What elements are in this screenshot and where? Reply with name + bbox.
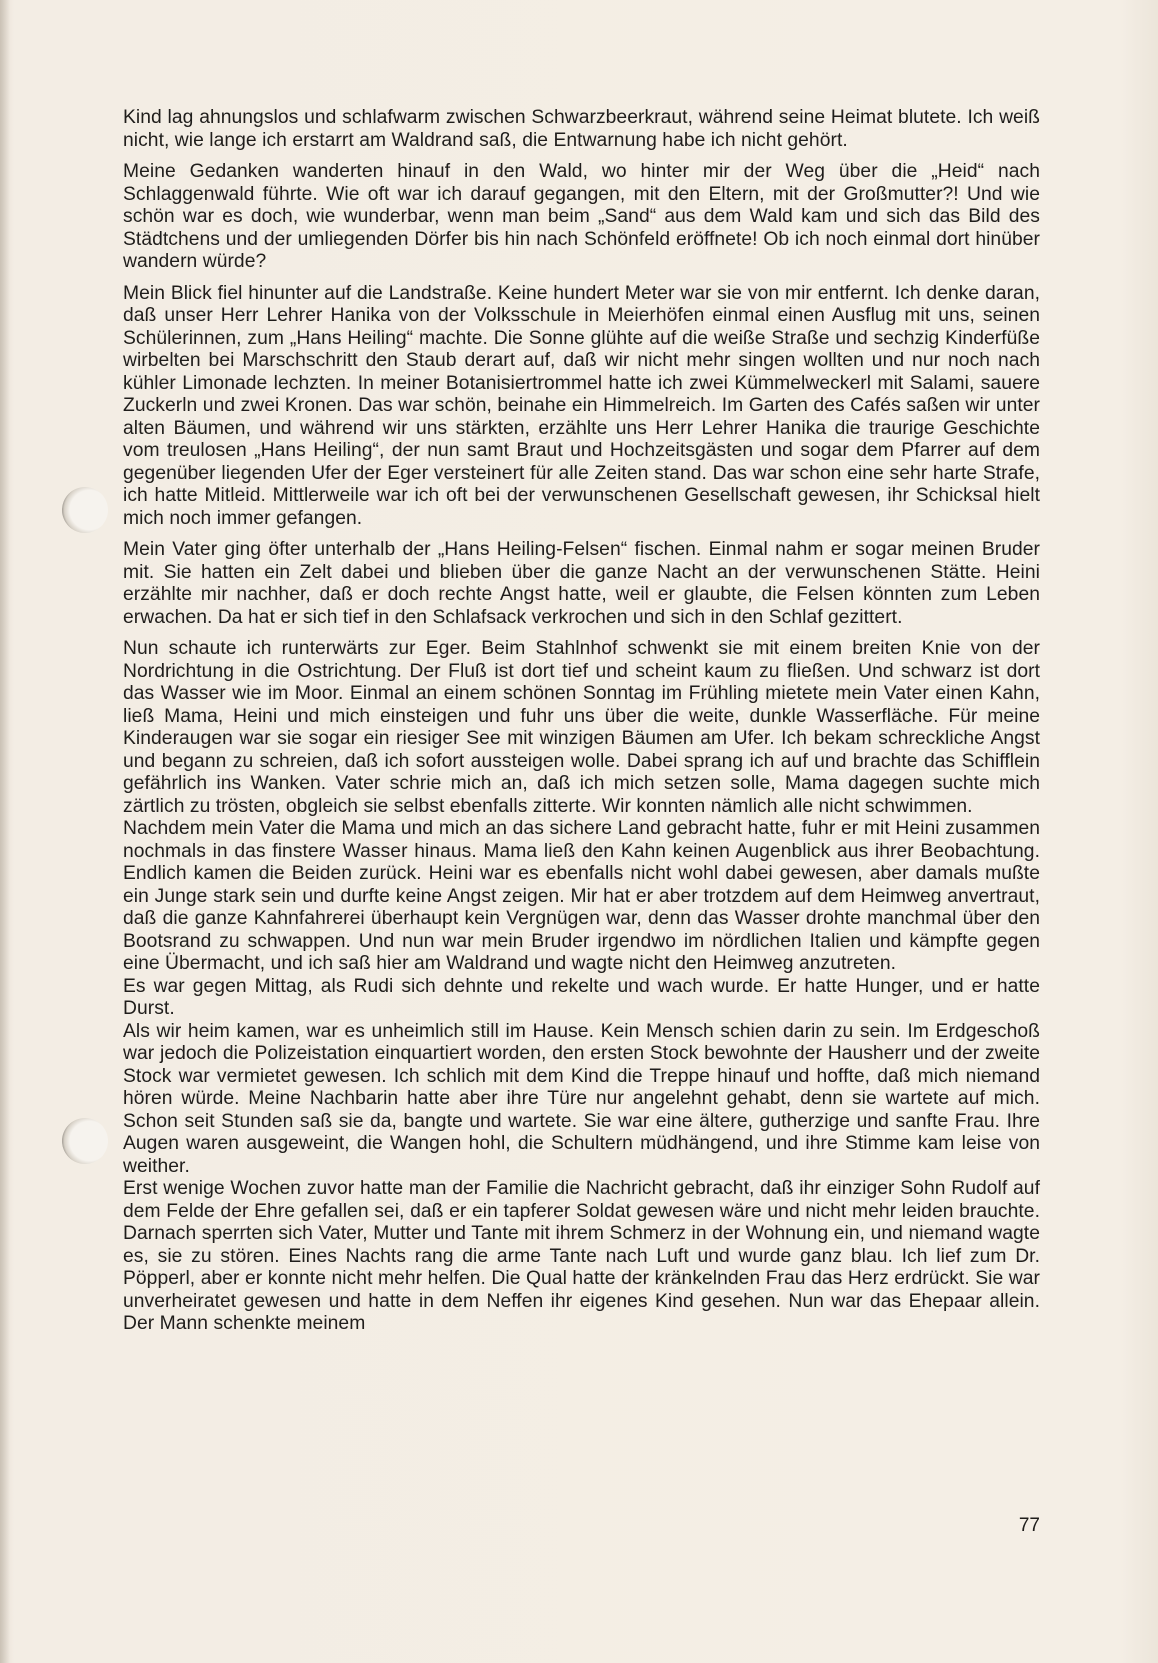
paragraph-3: Mein Blick fiel hinunter auf die Landstraße. Keine hundert Meter war sie von mir entfernt. Ich denke daran, daß unser Herr Lehrer Hanika von der Volksschule in Meierhöfen einmal einen Ausflug mit uns, seinen Schülerinnen, zum „Hans Heiling“ machte. Die Sonne glühte auf die weiße Straße und sechzig Kinderfüße wirbelten bei Marschschritt den Staub derart auf, daß wir nicht mehr singen wollten und nur noch nach kühler Limonade lechzten. In meiner Botanisiertrommel hatte ich zwei Kümmelweckerl mit Salami, sauere Zuckerln und zwei Kronen. Das war schön, beinahe ein Himmelreich. Im Garten des Cafés saßen wir unter alten Bäumen, und während wir uns stärkten, erzählte uns Herr Lehrer Hanika die traurige Geschichte vom treulosen „Hans Heiling“, der nun samt Braut und Hochzeitsgästen und sogar dem Pfarrer auf dem gegenüber liegenden Ufer der Eger versteinert für alle Zeiten stand. Das war schon eine sehr harte Strafe, ich hatte Mitleid. Mittlerweile war ich oft bei der verwunschenen Gesellschaft gewesen, ihr Schicksal hielt mich noch immer gefangen. (123, 282, 1040, 529)
body-text (123, 107, 1040, 1336)
punch-hole (62, 487, 108, 533)
paragraph-6: Nachdem mein Vater die Mama und mich an das sichere Land gebracht hatte, fuhr er mit Heini zusammen nochmals in das finstere Wasser hinaus. Mama ließ den Kahn keinen Augenblick aus ihrer Beobachtung. Endlich kamen die Beiden zurück. Heini war es ebenfalls nicht wohl dabei gewesen, aber damals mußte ein Junge stark sein und durfte keine Angst zeigen. Mir hat er aber trotzdem auf dem Heimweg anvertraut, daß die ganze Kahnfahrerei überhaupt kein Vergnügen war, denn das Wasser drohte manchmal über den Bootsrand zu schwappen. Und nun war mein Bruder irgendwo im nördlichen Italien und kämpfte gegen eine Übermacht, und ich saß hier am Waldrand und wagte nicht den Heimweg anzutreten. (123, 818, 1040, 974)
paragraph-1: Kind lag ahnungslos und schlafwarm zwischen Schwarzbeerkraut, während seine Heimat blutete. Ich weiß nicht, wie lange ich erstarrt am Waldrand saß, die Entwarnung habe ich nicht gehört. (123, 107, 1040, 151)
paragraph-7: Es war gegen Mittag, als Rudi sich dehnte und rekelte und wach wurde. Er hatte Hunger, und er hatte Durst. (123, 975, 1040, 1019)
paragraph-2: Meine Gedanken wanderten hinauf in den Wald, wo hinter mir der Weg über die „Heid“ nach Schlaggenwald führte. Wie oft war ich darauf gegangen, mit den Eltern, mit der Großmutter?! Und wie schön war es doch, wie wunderbar, wenn man beim „Sand“ aus dem Wald kam und sich das Bild des Städtchens und der umliegenden Dörfer bis hin nach Schönfeld eröffnete! Ob ich noch einmal dort hinüber wandern würde? (123, 161, 1040, 272)
paragraph-8: Als wir heim kamen, war es unheimlich still im Hause. Kein Mensch schien darin zu sein. Im Erdgeschoß war jedoch die Polizeistation einquartiert worden, den ersten Stock bewohnte der Hausherr und der zweite Stock war vermietet gewesen. Ich schlich mit dem Kind die Treppe hinauf und hoffte, daß mich niemand hören würde. Meine Nachbarin hatte aber ihre Türe nur angelehnt gehabt, denn sie wartete auf mich. Schon seit Stunden saß sie da, bangte und wartete. Sie war eine ältere, gutherzige und sanfte Frau. Ihre Augen waren ausgeweint, die Wangen hohl, die Schultern müdhängend, und ihre Stimme kam leise von weither. (123, 1020, 1040, 1177)
paragraph-9: Erst wenige Wochen zuvor hatte man der Familie die Nachricht gebracht, daß ihr einziger Sohn Rudolf auf dem Felde der Ehre gefallen sei, daß er ein tapferer Soldat gewesen wäre und nicht mehr leiden brauchte. Darnach sperrten sich Vater, Mutter und Tante mit ihrem Schmerz in der Wohnung ein, und niemand wagte es, sie zu stören. Eines Nachts rang die arme Tante nach Luft und wurde ganz blau. Ich lief zum Dr. Pöpperl, aber er konnte nicht mehr helfen. Die Qual hatte der kränkelnden Frau das Herz erdrückt. Sie war unverheiratet gewesen und hatte in dem Neffen ihr eigenes Kind gesehen. Nun war das Ehepaar allein. Der Mann schenkte meinem (123, 1178, 1040, 1334)
paragraph-5: Nun schaute ich runterwärts zur Eger. Beim Stahlnhof schwenkt sie mit einem breiten Knie von der Nordrichtung in die Ostrichtung. Der Fluß ist dort tief und scheint kaum zu fließen. Und schwarz ist dort das Wasser wie im Moor. Einmal an einem schönen Sonntag im Frühling mietete mein Vater einen Kahn, ließ Mama, Heini und mich einsteigen und fuhr uns über die weite, dunkle Wasserfläche. Für meine Kinderaugen war sie sogar ein riesiger See mit winzigen Bäumen am Ufer. Ich bekam schreckliche Angst und begann zu schreien, daß ich sofort aussteigen wolle. Dabei sprang ich auf und brachte das Schifflein gefährlich ins Wanken. Vater schrie mich an, daß ich mich setzen solle, Mama dagegen suchte mich zärtlich zu trösten, obgleich sie selbst ebenfalls zitterte. Wir konnten nämlich alle nicht schwimmen. (123, 638, 1040, 817)
page-number: 77 (1018, 1515, 1040, 1536)
paragraph-4: Mein Vater ging öfter unterhalb der „Hans Heiling-Felsen“ fischen. Einmal nahm er sogar meinen Bruder mit. Sie hatten ein Zelt dabei und blieben über die ganze Nacht an der verwunschenen Stätte. Heini erzählte mir nachher, daß er doch rechte Angst hatte, weil er glaubte, die Felsen könnten zum Leben erwachen. Da hat er sich tief in den Schlafsack verkrochen und sich in den Schlaf gezittert. (123, 539, 1040, 628)
punch-hole (62, 1118, 108, 1164)
page-edge-shadow (0, 0, 10, 1663)
